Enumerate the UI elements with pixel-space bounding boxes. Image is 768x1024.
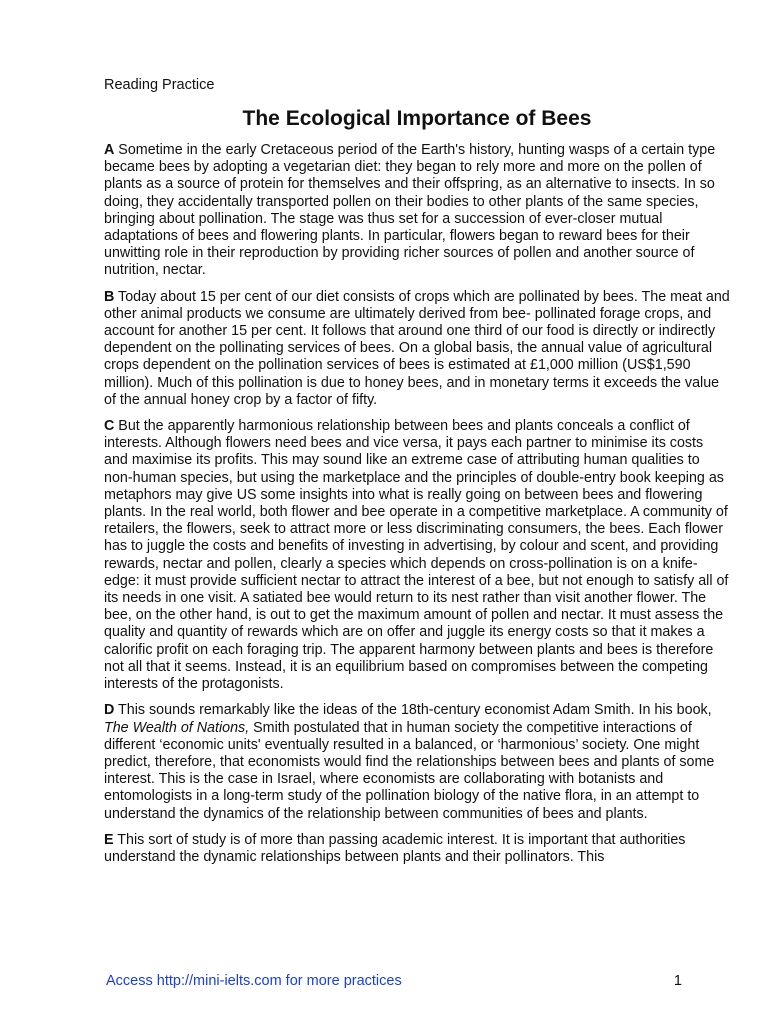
- document-page: [104, 75, 730, 875]
- paragraph-letter-a: A: [104, 142, 115, 158]
- paragraph-a: [104, 142, 730, 280]
- paragraph-letter-e: E: [104, 831, 114, 848]
- header-label: Reading Practice: [104, 77, 215, 93]
- paragraph-d-text-after: Smith postulated that in human society the competitive interactions of different ‘economic units' eventually resulted in a balanced, or ‘harmonious’ society. One might predict, therefore, that economists would find the relationships between bees and plants of some interest. This is the case in Israel, where economists are collaborating with botanists and entomologists in a long-term study of the pollination biology of the native flora, in an attempt to understand the dynamics of the relationship between communities of bees and plants.: [104, 719, 715, 822]
- page-footer: [106, 971, 682, 991]
- page-title: The Ecological Importance of Bees: [242, 107, 592, 130]
- footer-link[interactable]: Access http://mini-ielts.com for more practices: [106, 973, 402, 989]
- paragraph-e-text: This sort of study is of more than passing academic interest. It is important that authorities understand the dynamic relationships between plants and their pollinators. This: [104, 831, 686, 865]
- page-number: 1: [673, 973, 682, 989]
- paragraph-a-text: Sometime in the early Cretaceous period of the Earth's history, hunting wasps of a certain type became bees by adopting a vegetarian diet: they began to rely more and more on the pollen of plants as a source of protein for themselves and their offspring, as an alternative to insects. In so doing, they accidentally transported pollen on their bodies to other plants of the same species, bringing about pollination. The stage was thus set for a succession of ever-closer mutual adaptations of bees and flowering plants. In particular, flowers began to reward bees for their unwitting role in their reproduction by providing richer sources of pollen and another source of nutrition, nectar.: [104, 142, 716, 279]
- paragraph-c-text: But the apparently harmonious relationship between bees and plants conceals a conflict of interests. Although flowers need bees and vice versa, it pays each partner to minimise its costs and maximise its profits. This may sound like an extreme case of attributing human qualities to non-human species, but using the marketplace and the principles of double-entry book keeping as metaphors may give US some insights into what is really going on between bees and flowering plants. In the real world, both flower and bee operate in a competitive marketplace. A community of retailers, the flowers, seek to attract more or less discriminating consumers, the bees. Each flower has to juggle the costs and benefits of investing in advertising, by colour and scent, and providing rewards, nectar and pollen, clearly a species which depends on cross-pollination is on a knife-edge: it must provide sufficient nectar to attract the interest of a bee, but not enough to satisfy all of its needs in one visit. A satiated bee would return to its nest rather than visit another flower. The bee, on the other hand, is out to get the maximum amount of pollen and nectar. It must assess the quality and quantity of rewards which are on offer and juggle its energy costs so that it makes a calorific profit on each foraging trip. The apparent harmony between plants and bees is therefore not all that it seems. Instead, it is an equilibrium based on compromises between the competing interests of the protagonists.: [104, 418, 729, 693]
- paragraph-d-text-before: This sounds remarkably like the ideas of the 18th-century economist Adam Smith. In his book,: [114, 702, 712, 719]
- paragraph-e: [104, 832, 730, 866]
- book-title: The Wealth of Nations,: [104, 719, 250, 736]
- paragraph-b: [104, 289, 730, 409]
- paragraph-c: [104, 418, 730, 693]
- paragraph-letter-c: C: [104, 418, 115, 435]
- paragraph-letter-d: D: [104, 702, 115, 719]
- paragraph-letter-b: B: [104, 288, 115, 305]
- paragraph-d: [104, 702, 730, 822]
- paragraph-b-text: Today about 15 per cent of our diet consists of crops which are pollinated by bees. The meat and other animal products we consume are ultimately derived from bee- pollinated forage crops, and account for another 15 per cent. It follows that around one third of our food is directly or indirectly dependent on the pollinating services of bees. On a global basis, the annual value of agricultural crops dependent on the pollination services of bees is estimated at £1,000 million (US$1,590 million). Much of this pollination is due to honey bees, and in monetary terms it exceeds the value of the annual honey crop by a factor of fifty.: [104, 288, 730, 408]
